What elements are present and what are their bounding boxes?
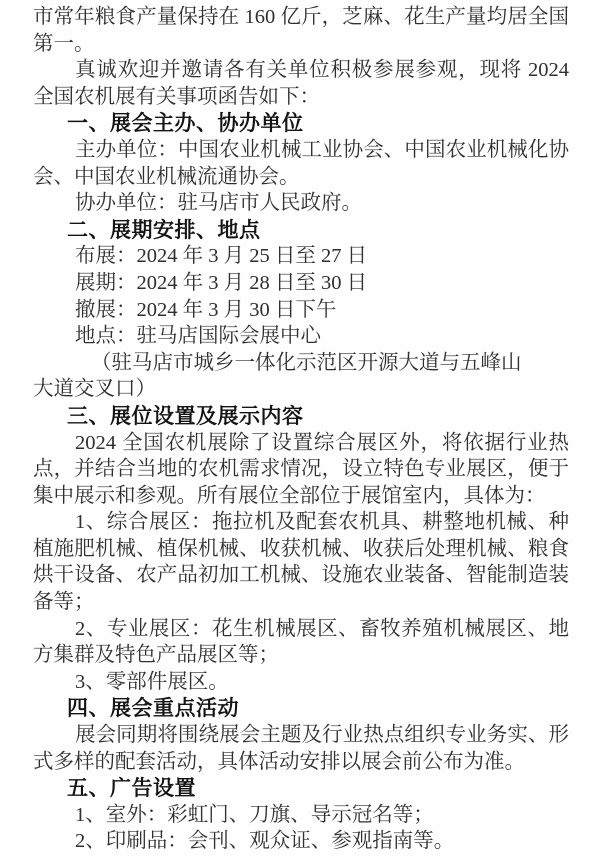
text-line: 方集群及特色产品展区等； [33,644,279,667]
text-line: 植施肥机械、植保机械、收获机械、收获后处理机械、粮食 [33,537,569,560]
section-heading: 二、展期安排、地点 [67,217,261,242]
text-line: 协办单位：驻马店市人民政府。 [75,192,362,215]
text-line: 市常年粮食产量保持在 160 亿斤，芝麻、花生产量均居全国 [33,6,569,28]
section-heading: 五、广告设置 [67,776,196,801]
text-line: 地点：驻马店国际会展中心 [75,325,321,348]
text-line: 展期：2024 年 3 月 28 日至 30 日 [75,271,368,294]
section-heading: 三、展位设置及展示内容 [67,403,304,428]
text-line: 布展：2024 年 3 月 25 日至 27 日 [75,245,368,268]
text-line: 真诚欢迎并邀请各有关单位积极参展参观，现将 2024 [75,59,569,82]
text-line: 集中展示和参观。所有展位全部位于展馆室内，具体为： [33,484,546,507]
document-body [33,4,569,855]
text-line: 大道交叉口） [33,378,156,401]
text-line: （驻马店市城乡一体化示范区开源大道与五峰山 [91,351,522,374]
text-line: 烘干设备、农产品初加工机械、设施农业装备、智能制造装 [33,564,569,587]
text-line: 备等； [33,591,95,614]
text-line: 3、零部件展区。 [75,670,229,693]
text-line: 1、综合展区：拖拉机及配套农机具、耕整地机械、种 [75,511,569,534]
text-line: 撤展：2024 年 3 月 30 日下午 [75,298,337,321]
text-line: 全国农机展有关事项函告如下： [33,85,320,108]
text-line: 展会同期将围绕展会主题及行业热点组织专业务实、形 [75,724,569,747]
text-line: 主办单位：中国农业机械工业协会、中国农业机械化协 [75,138,569,161]
text-line: 2、印刷品：会刊、观众证、参观指南等。 [75,830,455,853]
section-heading: 一、展会主办、协办单位 [67,111,304,136]
text-line: 第一。 [33,32,95,55]
text-line: 1、室外：彩虹门、刀旗、导示冠名等； [75,803,434,826]
section-heading: 四、展会重点活动 [67,696,239,721]
text-line: 会、中国农业机械流通协会。 [33,165,300,188]
text-line: 式多样的配套活动，具体活动安排以展会前公布为准。 [33,750,525,773]
text-line: 2、专业展区：花生机械展区、畜牧养殖机械展区、地 [75,617,569,640]
text-line: 2024 全国农机展除了设置综合展区外，将依据行业热 [75,431,569,454]
text-line: 点，并结合当地的农机需求情况，设立特色专业展区，便于 [33,458,569,481]
